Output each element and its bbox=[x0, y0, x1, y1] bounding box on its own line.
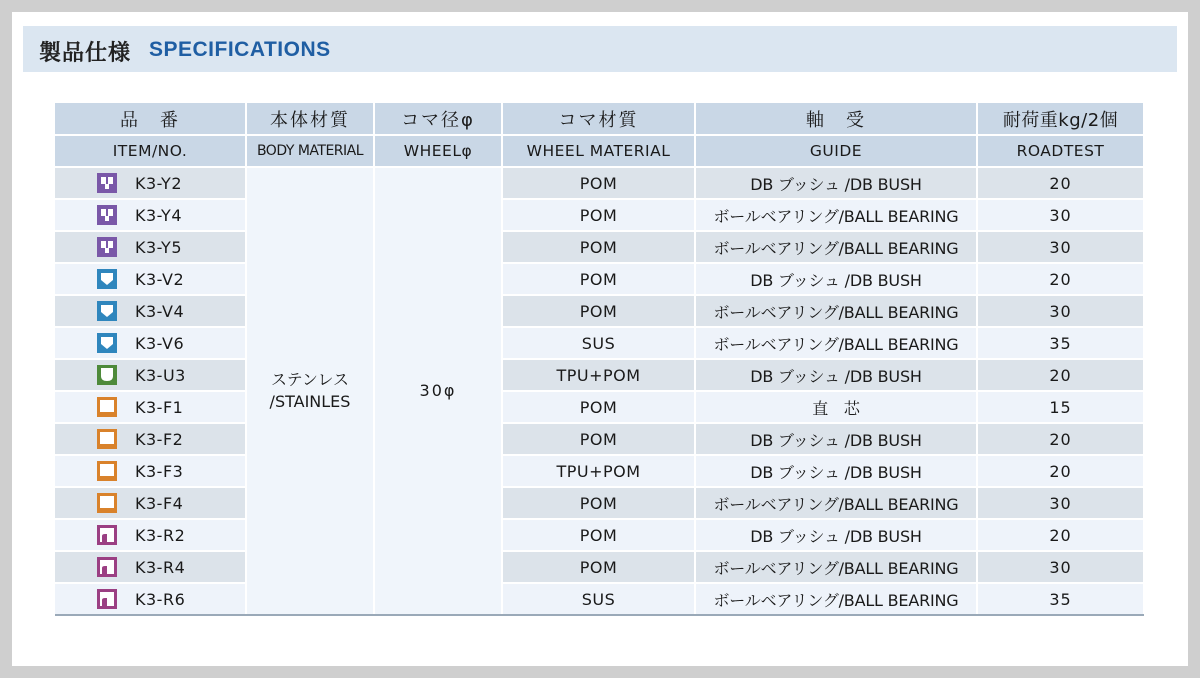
table-row bbox=[55, 487, 1144, 519]
header-item-en: ITEM/NO. bbox=[55, 135, 246, 167]
roadtest-cell: 20 bbox=[977, 359, 1144, 391]
item-number: K3-F1 bbox=[135, 397, 184, 417]
guide-cell: DB ブッシュ /DB BUSH bbox=[695, 167, 977, 199]
header-roadtest-jp: 耐荷重kg/2個 bbox=[977, 103, 1144, 135]
wheel-material-cell: TPU+POM bbox=[502, 359, 695, 391]
header-roadtest-en: ROADTEST bbox=[977, 135, 1144, 167]
item-cell bbox=[55, 487, 246, 519]
item-number: K3-Y4 bbox=[135, 205, 182, 225]
table-row bbox=[55, 263, 1144, 295]
product-y-shape-icon bbox=[97, 237, 117, 257]
item-number: K3-F4 bbox=[135, 493, 184, 513]
page-frame bbox=[12, 12, 1188, 666]
wheel-diameter-cell: 30φ bbox=[374, 167, 502, 615]
guide-cell: ボールベアリング/BALL BEARING bbox=[695, 583, 977, 615]
guide-cell: DB ブッシュ /DB BUSH bbox=[695, 455, 977, 487]
guide-cell: ボールベアリング/BALL BEARING bbox=[695, 295, 977, 327]
roadtest-cell: 20 bbox=[977, 263, 1144, 295]
roadtest-cell: 30 bbox=[977, 487, 1144, 519]
table-row bbox=[55, 327, 1144, 359]
product-r-shape-icon bbox=[97, 557, 117, 577]
wheel-material-cell: SUS bbox=[502, 583, 695, 615]
wheel-material-cell: POM bbox=[502, 423, 695, 455]
roadtest-cell: 20 bbox=[977, 455, 1144, 487]
roadtest-cell: 20 bbox=[977, 423, 1144, 455]
item-number: K3-V4 bbox=[135, 301, 185, 321]
wheel-material-cell: POM bbox=[502, 487, 695, 519]
roadtest-cell: 30 bbox=[977, 551, 1144, 583]
table-row bbox=[55, 519, 1144, 551]
table-row bbox=[55, 583, 1144, 615]
header-wheel-diameter-jp: コマ径φ bbox=[374, 103, 502, 135]
item-cell bbox=[55, 167, 246, 199]
item-cell bbox=[55, 583, 246, 615]
header-item-jp: 品 番 bbox=[55, 103, 246, 135]
product-f-shape-icon bbox=[97, 397, 117, 417]
product-y-shape-icon bbox=[97, 205, 117, 225]
wheel-material-cell: TPU+POM bbox=[502, 455, 695, 487]
roadtest-cell: 35 bbox=[977, 327, 1144, 359]
item-number: K3-V6 bbox=[135, 333, 185, 353]
item-cell bbox=[55, 263, 246, 295]
wheel-material-cell: POM bbox=[502, 231, 695, 263]
guide-cell: DB ブッシュ /DB BUSH bbox=[695, 423, 977, 455]
item-cell bbox=[55, 295, 246, 327]
product-u-shape-icon bbox=[97, 365, 117, 385]
header-guide-en: GUIDE bbox=[695, 135, 977, 167]
product-f-shape-icon bbox=[97, 461, 117, 481]
table-row bbox=[55, 167, 1144, 199]
wheel-material-cell: SUS bbox=[502, 327, 695, 359]
specifications-table bbox=[55, 103, 1145, 616]
table-bottom-rule bbox=[55, 614, 1144, 616]
guide-cell: ボールベアリング/BALL BEARING bbox=[695, 231, 977, 263]
product-r-shape-icon bbox=[97, 589, 117, 609]
roadtest-cell: 20 bbox=[977, 519, 1144, 551]
item-cell bbox=[55, 327, 246, 359]
wheel-material-cell: POM bbox=[502, 551, 695, 583]
item-number: K3-R6 bbox=[135, 589, 186, 609]
header-wheel-diameter-en: WHEELφ bbox=[374, 135, 502, 167]
table-row bbox=[55, 551, 1144, 583]
item-number: K3-Y2 bbox=[135, 173, 182, 193]
table-row bbox=[55, 295, 1144, 327]
roadtest-cell: 15 bbox=[977, 391, 1144, 423]
item-number: K3-R2 bbox=[135, 525, 186, 545]
product-r-shape-icon bbox=[97, 525, 117, 545]
header-wheel-material-en: WHEEL MATERIAL bbox=[502, 135, 695, 167]
header-row-japanese bbox=[55, 103, 1144, 135]
wheel-material-cell: POM bbox=[502, 167, 695, 199]
item-cell bbox=[55, 359, 246, 391]
product-f-shape-icon bbox=[97, 429, 117, 449]
guide-cell: DB ブッシュ /DB BUSH bbox=[695, 263, 977, 295]
roadtest-cell: 30 bbox=[977, 199, 1144, 231]
guide-cell: ボールベアリング/BALL BEARING bbox=[695, 551, 977, 583]
table-row bbox=[55, 455, 1144, 487]
item-number: K3-U3 bbox=[135, 365, 186, 385]
header-body-material-en: BODY MATERIAL bbox=[246, 135, 374, 167]
product-y-shape-icon bbox=[97, 173, 117, 193]
item-cell bbox=[55, 423, 246, 455]
wheel-material-cell: POM bbox=[502, 519, 695, 551]
guide-cell: ボールベアリング/BALL BEARING bbox=[695, 327, 977, 359]
wheel-material-cell: POM bbox=[502, 391, 695, 423]
product-v-shape-icon bbox=[97, 269, 117, 289]
guide-cell: ボールベアリング/BALL BEARING bbox=[695, 487, 977, 519]
header-row-english bbox=[55, 135, 1144, 167]
roadtest-cell: 35 bbox=[977, 583, 1144, 615]
table-row bbox=[55, 391, 1144, 423]
title-english: SPECIFICATIONS bbox=[149, 38, 331, 61]
item-cell bbox=[55, 199, 246, 231]
item-number: K3-F3 bbox=[135, 461, 184, 481]
product-v-shape-icon bbox=[97, 333, 117, 353]
wheel-material-cell: POM bbox=[502, 295, 695, 327]
guide-cell: 直 芯 bbox=[695, 391, 977, 423]
item-number: K3-R4 bbox=[135, 557, 186, 577]
title-japanese: 製品仕様 bbox=[39, 41, 132, 66]
guide-cell: DB ブッシュ /DB BUSH bbox=[695, 359, 977, 391]
roadtest-cell: 20 bbox=[977, 167, 1144, 199]
spec-panel bbox=[23, 26, 1177, 654]
header-wheel-material-jp: コマ材質 bbox=[502, 103, 695, 135]
item-number: K3-V2 bbox=[135, 269, 185, 289]
item-cell bbox=[55, 231, 246, 263]
guide-cell: ボールベアリング/BALL BEARING bbox=[695, 199, 977, 231]
roadtest-cell: 30 bbox=[977, 231, 1144, 263]
table-row bbox=[55, 423, 1144, 455]
product-f-shape-icon bbox=[97, 493, 117, 513]
table-row bbox=[55, 231, 1144, 263]
table-row bbox=[55, 199, 1144, 231]
product-v-shape-icon bbox=[97, 301, 117, 321]
roadtest-cell: 30 bbox=[977, 295, 1144, 327]
header-guide-jp: 軸 受 bbox=[695, 103, 977, 135]
item-number: K3-F2 bbox=[135, 429, 184, 449]
item-cell bbox=[55, 455, 246, 487]
header-body-material-jp: 本体材質 bbox=[246, 103, 374, 135]
table-row bbox=[55, 359, 1144, 391]
guide-cell: DB ブッシュ /DB BUSH bbox=[695, 519, 977, 551]
item-cell bbox=[55, 391, 246, 423]
body-material-cell: ステンレス /STAINLES bbox=[246, 167, 374, 615]
wheel-material-cell: POM bbox=[502, 199, 695, 231]
item-cell bbox=[55, 519, 246, 551]
wheel-material-cell: POM bbox=[502, 263, 695, 295]
item-number: K3-Y5 bbox=[135, 237, 182, 257]
item-cell bbox=[55, 551, 246, 583]
title-band bbox=[23, 26, 1177, 72]
